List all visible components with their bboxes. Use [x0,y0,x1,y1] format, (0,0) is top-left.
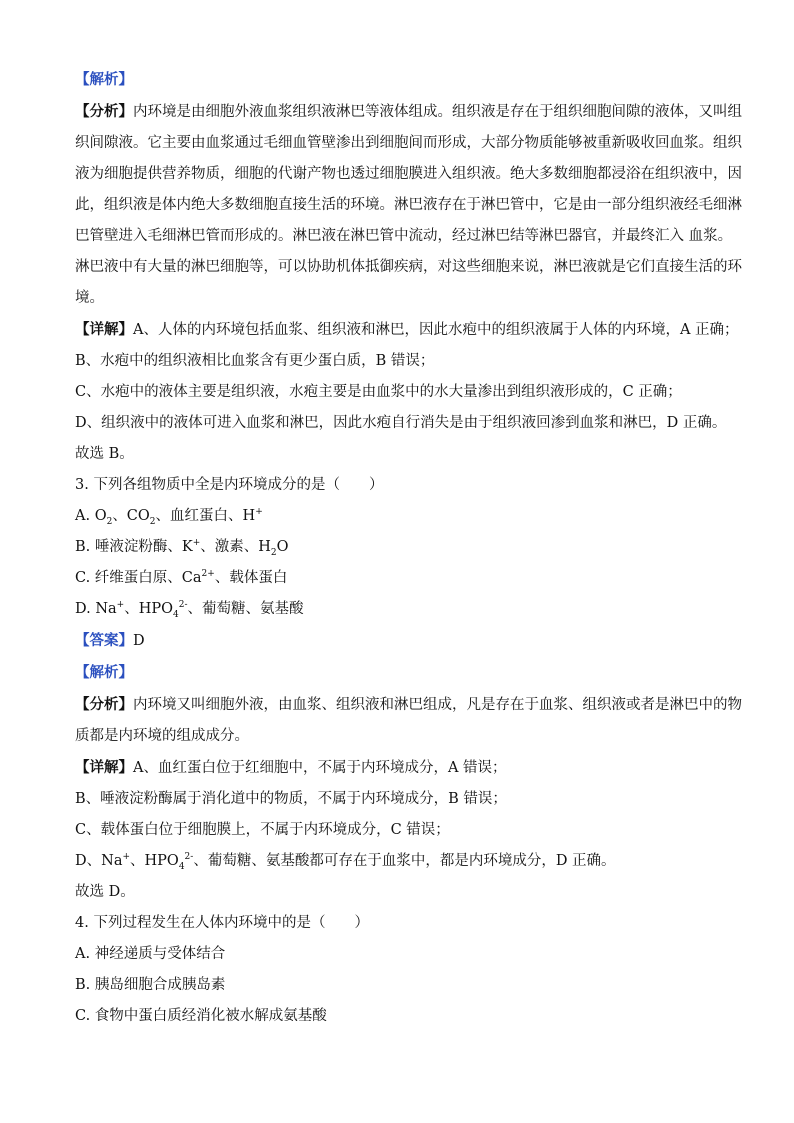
q2-fenxi-line-6: 淋巴液中有大量的淋巴细胞等，可以协助机体抵御疾病，对这些细胞来说，淋巴液就是它们直接生活的环 [75,259,742,275]
document-content [75,64,742,1032]
q3-xiangjie-line-b: B、唾液淀粉酶属于消化道中的物质，不属于内环境成分，B 错误； [75,791,507,807]
q3-answer: 【答案】D [75,632,145,649]
q3-xiangjie-line-d: D、Na+、$HPO_4^{2-}$、葡萄糖、氨基酸都可存在于血浆中，都是内环境成分，D 正确。 [75,852,616,872]
q3-option-a: A. $O_2$、$CO_2$、血红蛋白、H+ [75,507,263,527]
q2-fenxi-line-5: 巴管壁进入毛细淋巴管而形成的。淋巴液在淋巴管中流动，经过淋巴结等淋巴器官，并最终汇入 血浆。 [75,228,733,244]
q3-fenxi-line-1: 【分析】内环境又叫细胞外液，由血浆、组织液和淋巴组成，凡是存在于血浆、组织液或者是淋巴中的物 [75,696,742,713]
q2-xiangjie-line-d: D、组织液中的液体可进入血浆和淋巴，因此水疱自行消失是由于组织液回渗到血浆和淋巴，D 正确。 [75,415,727,431]
q4-stem: 4. 下列过程发生在人体内环境中的是（ ） [75,915,369,931]
q4-option-a: A. 神经递质与受体结合 [75,946,226,962]
q3-option-d: D. Na+、$HPO_4^{2-}$、葡萄糖、氨基酸 [75,600,304,620]
q2-xiangjie-line-b: B、水疱中的组织液相比血浆含有更少蛋白质，B 错误； [75,353,435,369]
q3-option-c: C. 纤维蛋白原、$Ca^{2+}$、载体蛋白 [75,569,288,586]
q3-stem: 3. 下列各组物质中全是内环境成分的是（ ） [75,477,384,493]
q3-option-b: B. 唾液淀粉酶、K+、激素、$H_2O$ [75,538,289,558]
q4-option-c: C. 食物中蛋白质经消化被水解成氨基酸 [75,1008,327,1024]
q2-jiexi-heading: 【解析】 [75,71,133,88]
q3-xiangjie-line-c: C、载体蛋白位于细胞膜上，不属于内环境成分，C 错误； [75,822,450,838]
q3-xiangjie-line-a: 【详解】A、血红蛋白位于红细胞中，不属于内环境成分，A 错误； [75,759,507,776]
q2-fenxi-line-3: 液为细胞提供营养物质，细胞的代谢产物也透过细胞膜进入组织液。绝大多数细胞都浸浴在组织液中，因 [75,166,742,182]
q2-fenxi-line-4: 此，组织液是体内绝大多数细胞直接生活的环境。淋巴液存在于淋巴管中，它是由一部分组织液经毛细淋 [75,197,742,213]
q2-xiangjie-line-c: C、水疱中的液体主要是组织液，水疱主要是由血浆中的水大量渗出到组织液形成的，C 正确； [75,384,682,400]
q3-jiexi-heading: 【解析】 [75,664,133,681]
q4-option-b: B. 胰岛细胞合成胰岛素 [75,977,226,993]
q2-fenxi-line-2: 织间隙液。它主要由血浆通过毛细血管壁渗出到细胞间而形成，大部分物质能够被重新吸收回血浆。组织 [75,135,742,151]
q2-fenxi-line-7: 境。 [75,290,104,306]
q2-conclusion: 故选 B。 [75,446,134,462]
q2-xiangjie-line-a: 【详解】A、人体的内环境包括血浆、组织液和淋巴，因此水疱中的组织液属于人体的内环境，A 正确； [75,321,739,338]
q3-fenxi-line-2: 质都是内环境的组成成分。 [75,728,249,744]
q2-fenxi-line-1: 【分析】内环境是由细胞外液血浆组织液淋巴等液体组成。组织液是存在于组织细胞间隙的液体，又叫组 [75,103,742,120]
q3-conclusion: 故选 D。 [75,884,135,900]
